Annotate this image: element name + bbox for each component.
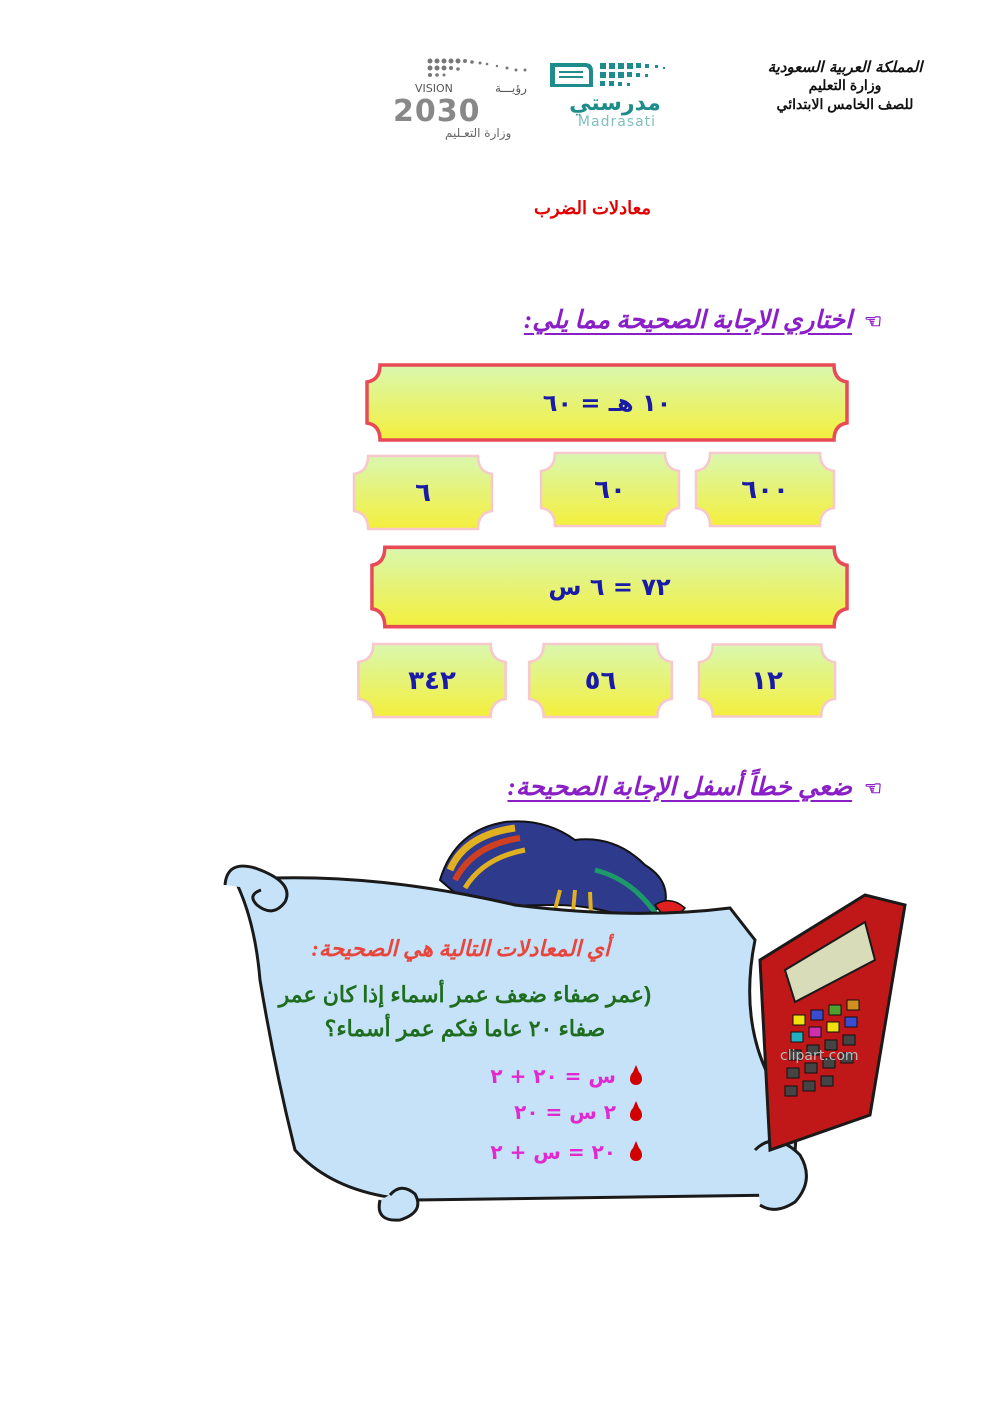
scroll-option-2-text: ٢ س = ٢٠	[514, 1100, 616, 1124]
pointing-hand-icon: ☜	[864, 311, 882, 333]
madrasati-arabic: مدرستي	[569, 91, 661, 116]
page-title: معادلات الضرب	[533, 198, 651, 218]
section1-instruction	[524, 305, 882, 335]
ruya-label: رؤيـــة	[495, 81, 527, 95]
q1-option-3[interactable]	[348, 450, 498, 535]
grade-label: للصف الخامس الابتدائي	[776, 96, 914, 112]
q1-option-2[interactable]	[535, 447, 685, 532]
q2-option-1-text: ١٢	[751, 665, 783, 696]
q2-option-1[interactable]	[693, 638, 841, 723]
section2-instruction-text: ضعي خطاً أسفل الإجابة الصحيحة:	[507, 774, 853, 801]
vision-year: 2030	[393, 94, 481, 129]
scroll-option-3[interactable]	[490, 1140, 642, 1164]
question-2-equation-text: ٧٢ = ٦ س	[548, 573, 671, 601]
q1-option-3-text: ٦	[415, 477, 431, 508]
q1-option-1-text: ٦٠٠	[741, 474, 789, 505]
scroll-option-2[interactable]	[514, 1100, 642, 1124]
q2-option-3-text: ٣٤٢	[408, 665, 456, 696]
ministry-header	[745, 58, 945, 114]
section1-instruction-text: اختاري الإجابة الصحيحة مما يلي:	[523, 307, 853, 334]
scroll-option-1-text: س = ٢٠ + ٢	[490, 1064, 616, 1088]
scroll-story	[235, 978, 695, 1046]
story-line-1: (عمر صفاء ضعف عمر أسماء إذا كان عمر	[278, 982, 652, 1007]
pointing-hand-icon: ☜	[864, 778, 882, 800]
clipart-watermark: clipart.com	[780, 1048, 859, 1064]
q2-option-3[interactable]	[352, 638, 512, 723]
ministry-name: وزارة التعليم	[808, 77, 882, 93]
q2-option-2[interactable]	[523, 638, 678, 723]
q1-option-2-text: ٦٠	[594, 474, 626, 505]
question-1-equation-text: ١٠ هـ = ٦٠	[542, 388, 672, 417]
vision-2030-logo	[385, 55, 535, 140]
vision-ministry: وزارة التعـليم	[445, 126, 512, 140]
bullet-drop-icon	[630, 1147, 642, 1161]
q1-option-1[interactable]	[690, 447, 840, 532]
scroll-question-title: أي المعادلات التالية هي الصحيحة:	[311, 936, 610, 961]
bullet-drop-icon	[630, 1071, 642, 1085]
scroll-option-1[interactable]	[490, 1064, 642, 1088]
story-line-2: صفاء ٢٠ عاما فكم عمر أسماء؟	[324, 1016, 606, 1041]
question-1-equation	[362, 360, 852, 445]
vision-label: VISION	[415, 82, 453, 95]
scroll-option-3-text: ٢٠ = س + ٢	[490, 1140, 616, 1164]
bullet-drop-icon	[630, 1107, 642, 1121]
calculator-icon	[760, 895, 905, 1150]
kingdom-name: المملكة العربية السعودية	[767, 58, 923, 76]
section2-instruction	[507, 772, 882, 802]
q2-option-2-text: ٥٦	[584, 665, 617, 696]
madrasati-latin: Madrasati	[577, 114, 657, 130]
question-2-equation	[367, 542, 852, 632]
madrasati-logo	[545, 55, 685, 130]
